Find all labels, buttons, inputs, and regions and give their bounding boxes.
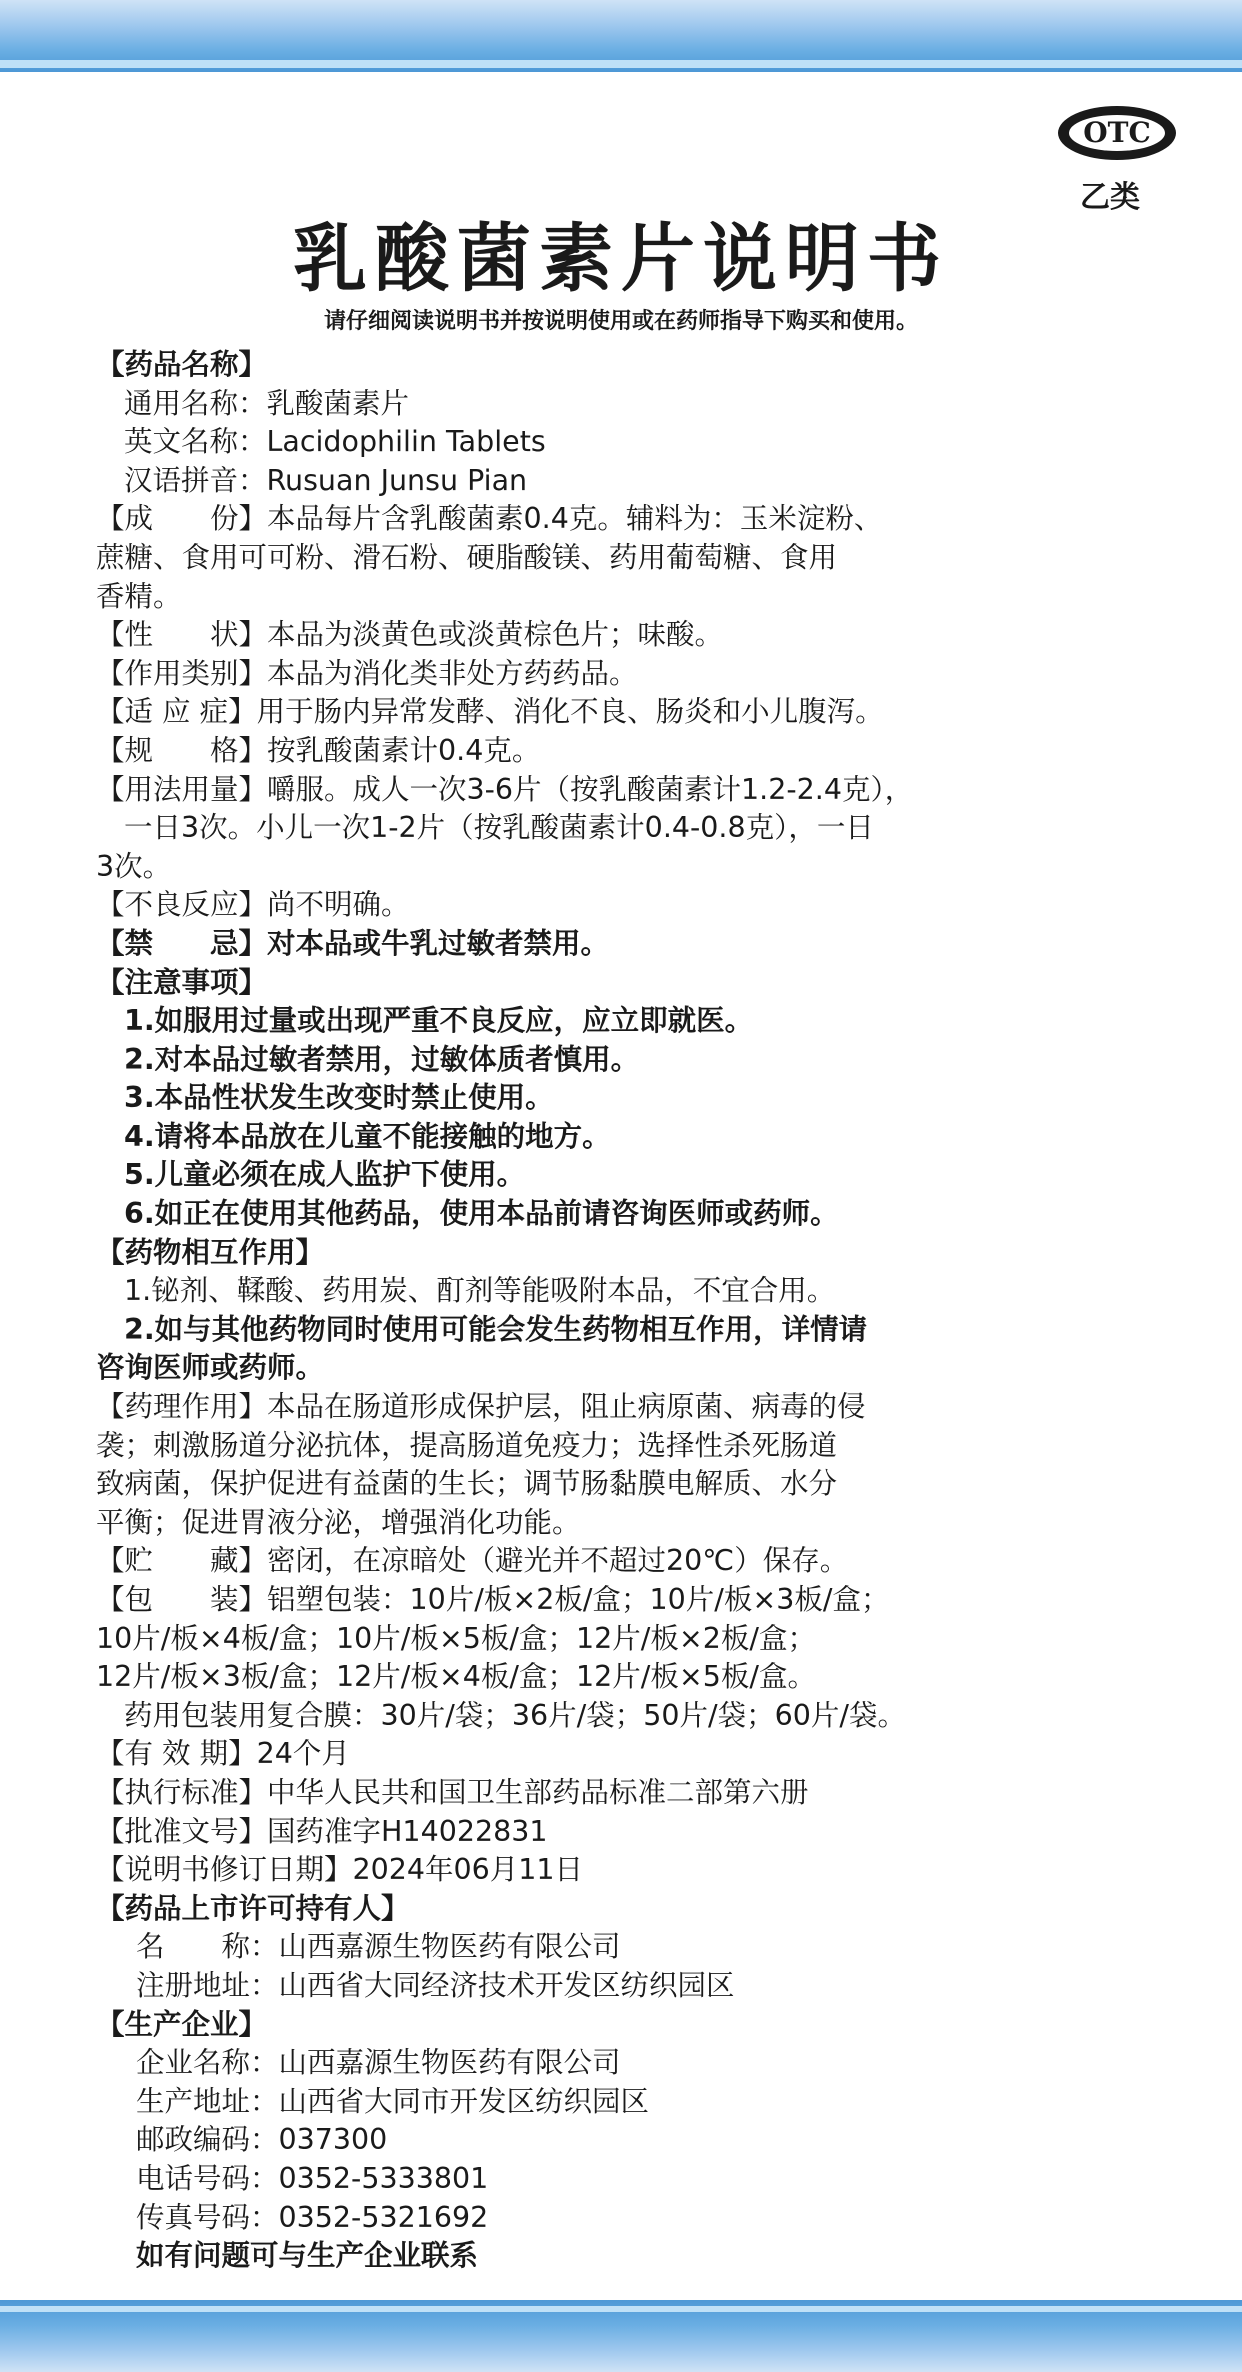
standard: 【执行标准】中华人民共和国卫生部药品标准二部第六册 (96, 1775, 809, 1809)
packaging-line-3: 12片/板×3板/盒；12片/板×4板/盒；12片/板×5板/盒。 (96, 1660, 816, 1694)
pharmacology-line-2: 袭；刺激肠道分泌抗体，提高肠道免疫力；选择性杀死肠道 (96, 1428, 838, 1462)
indications: 【适 应 症】用于肠内异常发酵、消化不良、肠炎和小儿腹泻。 (96, 695, 884, 729)
section-heading-manufacturer: 【生产企业】 (96, 2007, 268, 2041)
dosage-line-3: 3次。 (96, 849, 172, 883)
postal-code: 邮政编码：037300 (136, 2123, 388, 2157)
pinyin-name: 汉语拼音：Rusuan Junsu Pian (124, 463, 528, 497)
document-subtitle: 请仔细阅读说明书并按说明使用或在药师指导下购买和使用。 (323, 309, 918, 334)
manufacturer-address: 生产地址：山西省大同市开发区纺织园区 (136, 2084, 650, 2118)
phone-number: 电话号码：0352-5333801 (136, 2161, 489, 2195)
approval-number: 【批准文号】国药准字H14022831 (96, 1814, 548, 1848)
ingredients-line-1: 【成 份】本品每片含乳酸菌素0.4克。辅料为：玉米淀粉、 (96, 502, 883, 536)
holder-address: 注册地址：山西省大同经济技术开发区纺织园区 (136, 1968, 735, 2002)
packaging-line-2: 10片/板×4板/盒；10片/板×5板/盒；12片/板×2板/盒； (96, 1621, 816, 1655)
top-band-highlight (0, 60, 1242, 68)
english-name: 英文名称：Lacidophilin Tablets (124, 425, 546, 459)
section-heading-drug-name: 【药品名称】 (96, 348, 268, 381)
section-heading-precautions: 【注意事项】 (96, 965, 268, 999)
otc-class-label: 乙类 (1080, 180, 1140, 215)
pharmacology-line-3: 致病菌，保护促进有益菌的生长；调节肠黏膜电解质、水分 (96, 1467, 838, 1501)
otc-badge-icon (1058, 106, 1176, 160)
otc-badge-label: OTC (1069, 115, 1165, 151)
ingredients-line-2: 蔗糖、食用可可粉、滑石粉、硬脂酸镁、药用葡萄糖、食用 (96, 540, 838, 574)
ingredients-line-3: 香精。 (96, 579, 182, 613)
expiry: 【有 效 期】24个月 (96, 1737, 350, 1771)
precaution-4: 4.请将本品放在儿童不能接触的地方。 (124, 1119, 611, 1153)
adverse-reactions: 【不良反应】尚不明确。 (96, 888, 410, 922)
precaution-5: 5.儿童必须在成人监护下使用。 (124, 1158, 526, 1192)
precaution-3: 3.本品性状发生改变时禁止使用。 (124, 1081, 554, 1115)
bottom-band-highlight (0, 2306, 1242, 2312)
category: 【作用类别】本品为消化类非处方药药品。 (96, 656, 638, 690)
interaction-1: 1.铋剂、鞣酸、药用炭、酊剂等能吸附本品，不宜合用。 (124, 1274, 836, 1308)
revision-date: 【说明书修订日期】2024年06月11日 (96, 1853, 584, 1887)
storage: 【贮 藏】密闭，在凉暗处（避光并不超过20℃）保存。 (96, 1544, 849, 1578)
document-title: 乳酸菌素片说明书 (293, 216, 949, 302)
dosage-line-2: 一日3次。小儿一次1-2片（按乳酸菌素计0.4-0.8克），一日 (124, 811, 874, 845)
section-heading-license-holder: 【药品上市许可持有人】 (96, 1891, 410, 1925)
generic-name: 通用名称：乳酸菌素片 (124, 386, 410, 420)
holder-name: 名 称：山西嘉源生物医药有限公司 (136, 1930, 621, 1964)
leaflet-body (96, 346, 1196, 2276)
packaging-line-4: 药用包装用复合膜：30片/袋；36片/袋；50片/袋；60片/袋。 (124, 1698, 906, 1732)
contact-note: 如有问题可与生产企业联系 (136, 2239, 479, 2273)
fax-number: 传真号码：0352-5321692 (136, 2200, 489, 2234)
contraindications: 【禁 忌】对本品或牛乳过敏者禁用。 (96, 926, 610, 960)
specification: 【规 格】按乳酸菌素计0.4克。 (96, 733, 541, 767)
appearance: 【性 状】本品为淡黄色或淡黄棕色片；味酸。 (96, 618, 724, 652)
dosage-line-1: 【用法用量】嚼服。成人一次3-6片（按乳酸菌素计1.2-2.4克）， (96, 772, 914, 806)
interaction-2-line-1: 2.如与其他药物同时使用可能会发生药物相互作用，详情请 (124, 1312, 868, 1346)
precaution-2: 2.对本品过敏者禁用，过敏体质者慎用。 (124, 1042, 640, 1076)
precaution-1: 1.如服用过量或出现严重不良反应，应立即就医。 (124, 1004, 754, 1038)
packaging-line-1: 【包 装】铝塑包装：10片/板×2板/盒；10片/板×3板/盒； (96, 1583, 890, 1616)
section-heading-interactions: 【药物相互作用】 (96, 1235, 325, 1269)
pharmacology-line-1: 【药理作用】本品在肠道形成保护层，阻止病原菌、病毒的侵 (96, 1390, 866, 1424)
interaction-2-line-2: 咨询医师或药师。 (96, 1351, 325, 1385)
pharmacology-line-4: 平衡；促进胃液分泌，增强消化功能。 (96, 1505, 581, 1539)
precaution-6: 6.如正在使用其他药品，使用本品前请咨询医师或药师。 (124, 1197, 839, 1231)
manufacturer-name: 企业名称：山西嘉源生物医药有限公司 (136, 2046, 621, 2080)
